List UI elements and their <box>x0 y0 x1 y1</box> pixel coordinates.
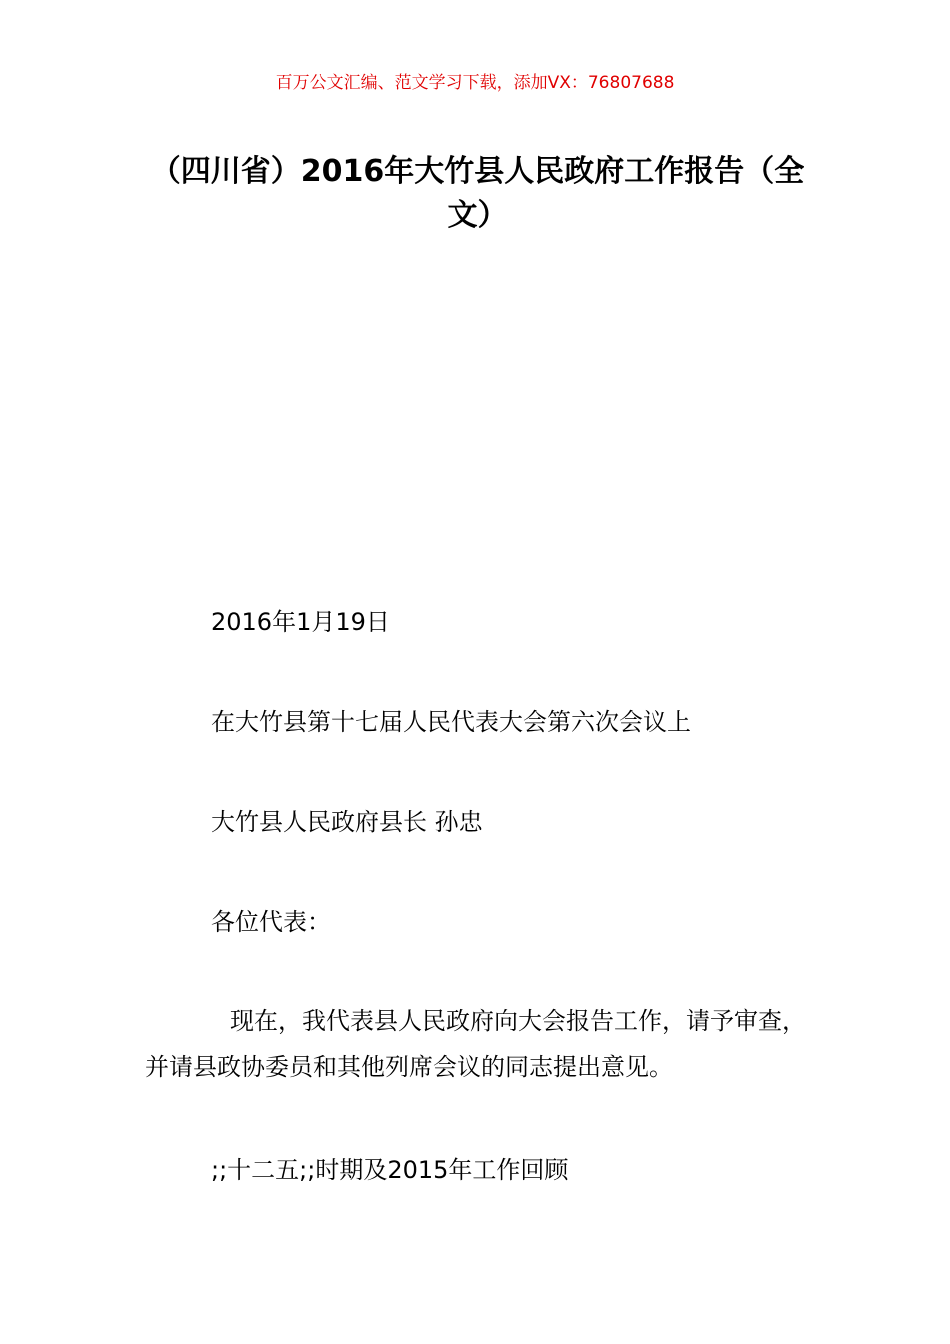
speaker-line: 大竹县人民政府县长 孙忠 <box>211 808 483 836</box>
meeting-venue: 在大竹县第十七届人民代表大会第六次会议上 <box>211 708 691 736</box>
section-heading: ;;十二五;;时期及2015年工作回顾 <box>211 1156 569 1184</box>
document-date: 2016年1月19日 <box>211 608 390 636</box>
header-note: 百万公文汇编、范文学习下载，添加VX：76807688 <box>275 73 675 93</box>
intro-paragraph: 现在，我代表县人民政府向大会报告工作，请予审查，并请县政协委员和其他列席会议的同志提出意见。 <box>145 1007 806 1081</box>
salutation: 各位代表： <box>211 908 331 936</box>
document-title: （四川省）2016年大竹县人民政府工作报告（全文） <box>150 154 805 233</box>
